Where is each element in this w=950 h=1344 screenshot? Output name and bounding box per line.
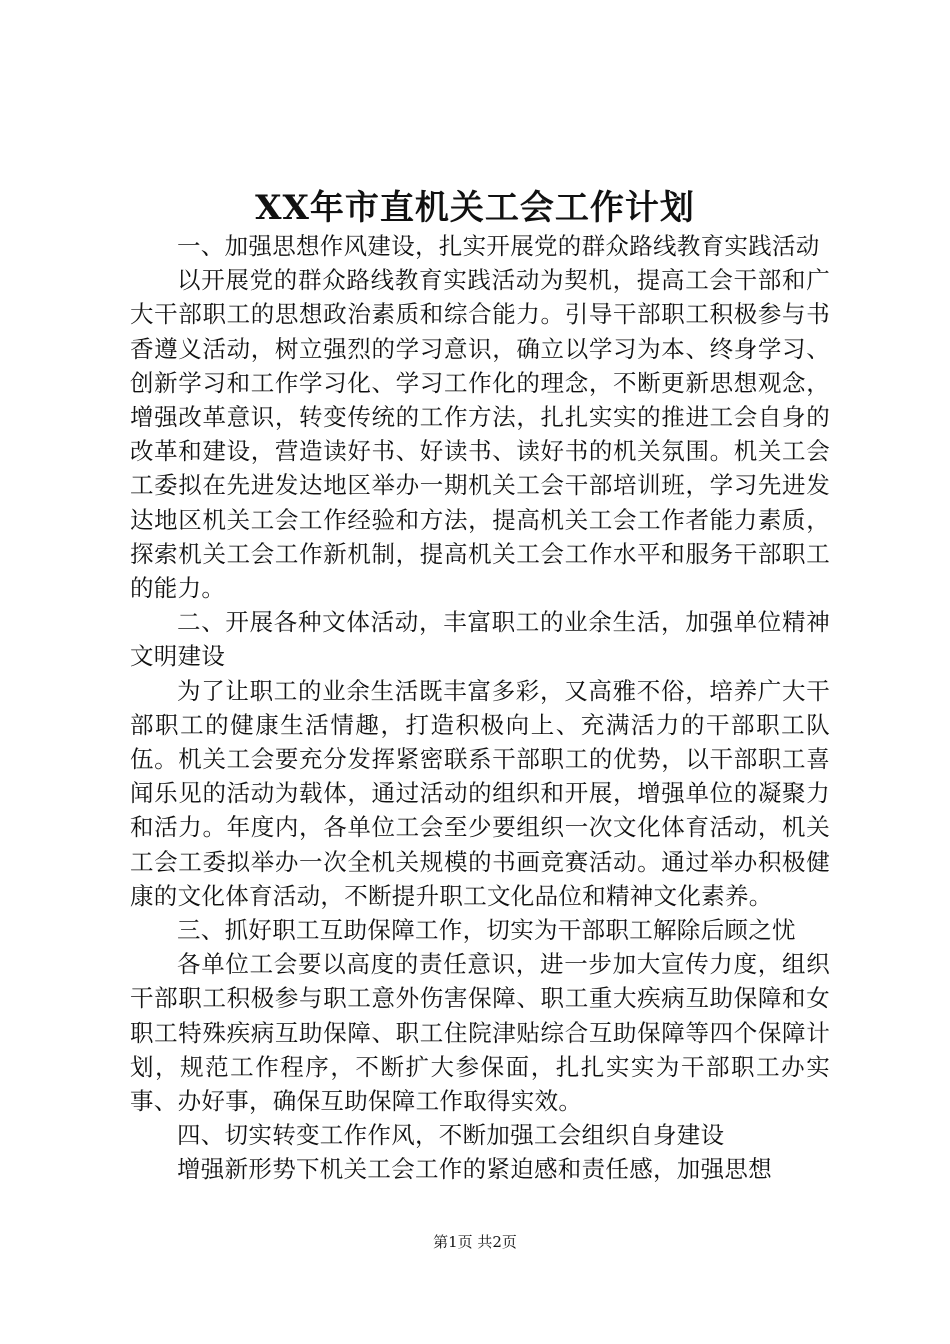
section-heading-2: 二、开展各种文体活动，丰富职工的业余生活，加强单位精神文明建设 [130, 608, 830, 671]
section-heading-3: 三、抓好职工互助保障工作，切实为干部职工解除后顾之忧 [177, 916, 796, 945]
section-heading-1: 一、加强思想作风建设，扎实开展党的群众路线教育实践活动 [177, 232, 820, 260]
body-paragraph-3: 各单位工会要以高度的责任意识，进一步加大宣传力度，组织干部职工积极参与职工意外伤害保障、职工重大疾病互助保障和女职工特殊疾病互助保障、职工住院津贴综合互助保障等四个保障计划，规范工作程序，不断扩大参保面，扎扎实实为干部职工办实事、办好事，确保互助保障工作取得实效。 [130, 950, 830, 1116]
document-title: XX年市直机关工会工作计划 [255, 188, 695, 228]
body-paragraph-1: 以开展党的群众路线教育实践活动为契机，提高工会干部和广大干部职工的思想政治素质和综合能力。引导干部职工积极参与书香遵义活动，树立强烈的学习意识，确立以学习为本、终身学习、创新学习和工作学习化、学习工作化的理念，不断更新思想观念，增强改革意识，转变传统的工作方法，扎扎实实的推进工会自身的改革和建设，营造读好书、好读书、读好书的机关氛围。机关工会工委拟在先进发达地区举办一期机关工会干部培训班，学习先进发达地区机关工会工作经验和方法，提高机关工会工作者能力素质，探索机关工会工作新机制，提高机关工会工作水平和服务干部职工的能力。 [130, 266, 830, 603]
page-number-footer: 第1页 共2页 [433, 1233, 517, 1251]
body-paragraph-4: 增强新形势下机关工会工作的紧迫感和责任感，加强思想 [177, 1155, 772, 1184]
section-heading-4: 四、切实转变工作作风，不断加强工会组织自身建设 [177, 1121, 725, 1150]
body-paragraph-2: 为了让职工的业余生活既丰富多彩，又高雅不俗，培养广大干部职工的健康生活情趣，打造积极向上、充满活力的干部职工队伍。机关工会要充分发挥紧密联系干部职工的优势，以干部职工喜闻乐见的活动为载体，通过活动的组织和开展，增强单位的凝聚力和活力。年度内，各单位工会至少要组织一次文化体育活动，机关工会工委拟举办一次全机关规模的书画竞赛活动。通过举办积极健康的文化体育活动，不断提升职工文化品位和精神文化素养。 [130, 676, 830, 910]
document-body [130, 229, 830, 1187]
